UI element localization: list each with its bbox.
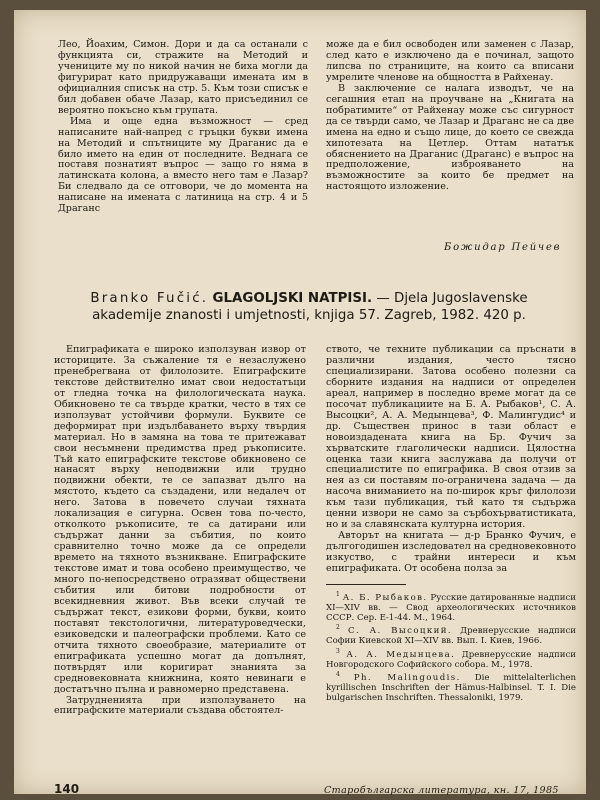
footnote-text: Die mittelalterlichen kyrillischen Inschriften der Hämus-Halbinsel. T. I. Die bulgarischen Inschriften. Thessaloniki, 1979. — [326, 672, 576, 703]
author-signature: Божидар Пейчев — [444, 242, 562, 253]
bottom-left-column — [54, 345, 306, 717]
top-right-column — [326, 40, 574, 193]
footnotes — [326, 590, 576, 703]
footnote-divider — [326, 584, 406, 585]
review-heading — [54, 290, 564, 324]
page-number: 140 — [54, 782, 80, 796]
footnote — [326, 590, 576, 623]
footnote-text: Древнерусские надписи Софии Киевской XI—XIV вв. Вып. I. Киев, 1966. — [326, 626, 576, 647]
top-left-column — [58, 40, 308, 215]
paragraph: Затрудненията при използуването на епиграфските материали създава обстоятел- — [54, 694, 306, 717]
paragraph: В заключение се налага изводът, че на сегашния етап на проучване на „Книгата на побратимите“ от Райхенау може със сигурност да се твърди само, че Лазар и Драганс не са две имена на едно и също лице, до което се свежда хипотезата на Цетлер. Оттам нататък обяснението на Драганис (Драганс) е въпрос на предположение, изброяването на възможностите за които бе предмет на настоящото изложение. — [326, 82, 574, 193]
footnote — [326, 647, 576, 670]
paragraph: Авторът на книгата — д-р Бранко Фучич, е дългогодишен изследовател на средновековното изкуство, с трайни интереси и към епиграфиката. От особена полза за — [326, 530, 576, 575]
review-publication-details: akademije znanosti i umjetnosti, knjiga 57. Zagreb, 1982. 420 p. — [92, 308, 526, 323]
footnote-text: Русские датированные надписи XI—XIV вв. — Свод археологических источников СССР. Сер. Е-1-44. М., 1964. — [326, 592, 576, 624]
footnote-number: 1 — [336, 591, 340, 598]
footnote-author: А. А. Медынцева. — [346, 649, 456, 660]
footnote-number: 2 — [336, 624, 340, 632]
footnote-author: А. Б. Рыбаков. — [342, 592, 428, 603]
footnote-text: Древнерусские надписи Новгородского Софийского собора. М., 1978. — [326, 649, 576, 670]
paragraph: ството, че техните публикации са пръснати в различни издания, често тясно специализирани. Затова особено полезни са сборните издания на надписи от определен ареал, например в последно време могат да се посочат публикациите на Б. А. Рыбаков¹, С. А. Высоцки², А. А. Медынцева³, Ф. Малингудис⁴ и др. Съществен принос в тази област е новоиздадената книга на Бр. Фучич за хърватските глаголически надписи. Цялостна оценка тази книга заслужава да получи от специалистите по епиграфика. В своя отзив за нея аз си поставям по-ограничена задача — да насоча вниманието на по-широк кръг филолози към тази публикация, тъй като тя съдържа ценни извори не само за сърбохърватистиката, но и за славянската културна история. — [326, 344, 576, 531]
review-book-title: GLAGOLJSKI NATPISI. — [212, 291, 373, 306]
footnote-number: 3 — [336, 647, 340, 655]
bottom-right-column — [326, 345, 576, 575]
footnote — [326, 623, 576, 646]
footnote-author: С. А. Высоцкий. — [347, 626, 452, 637]
review-author: Branko Fučić. — [90, 291, 209, 306]
footnote-number: 4 — [336, 670, 340, 678]
review-series: — Djela Jugoslavenske — [372, 291, 528, 306]
paragraph: Лео, Йоахим, Симон. Дори и да са останали с функцията си, стражите на Методий и учениците му по никой начин не биха могли да фигурират като придружаващи имената им в официалния списък на стр. 5. Към този списък е бил добавен обаче Лазар, като присъединил се вероятно покъсно към групата. — [58, 39, 308, 116]
paragraph: Епиграфиката е широко използуван извор от историците. За съжаление тя е незаслужено пренебрегвана от филолозите. Епиграфските текстове действително имат свои недостатъци от гледна точка на филологическата наука. Обикновено те са твърде кратки, често в тях се използуват устойчиви формули. Буквите се деформират при издълбаването върху твърдия материал. Но в замяна на това те притежават свои несъмнени предимства пред ръкописите. Тъй като епиграфските текстове обикновено се нанасят върху неподвижни или трудно подвижни обекти, те се запазват дълго на мястото, където са създадени, или недалеч от него. Затова в повечето случаи тяхната локализация е сигурна. Освен това по-често, отколкото ръкописите, те са датирани или съдържат данни за събития, по които сравнително точно може да се определи времето на тяхното възникване. Епиграфските текстове имат и това особено преимущество, че много по-непосредствено отразяват обществени събития или битови подробности от всекидневния живот. Във всеки случай те съдържат текст, езикови форми, букви, които поставят текстологични, литературоведчески, езиковедски и палеографски проблеми. Като се отчита тяхното своеобразие, материалите от епиграфиката успешно могат да допълнят, потвърдят или коригират знанията за средновековната книжнина, която невинаги е достатъчно пълна и равномерно представена. — [54, 344, 306, 695]
paragraph: Има и още една възможност — сред написаните най-напред с гръцки букви имена на Методий и спътниците му Драганис да е било името на един от последните. Веднага се поставя познатият въпрос — защо го няма в латинската колона, а вместо него там е Лазар? Би следвало да се отговори, че до момента на написане на имената с латиница на стр. 4 и 5 Драганс — [58, 115, 308, 215]
paragraph: може да е бил освободен или заменен с Лазар, след като е изключено да е починал, защото липсва по страниците, на които са вписани умрелите членове на общността в Райхенау. — [326, 39, 574, 83]
footnote — [326, 670, 576, 703]
footnote-author: Ph. Malingoudis. — [353, 672, 461, 683]
running-footer: Старобългарска литература, кн. 17, 1985 — [324, 785, 559, 796]
journal-page — [14, 10, 586, 794]
